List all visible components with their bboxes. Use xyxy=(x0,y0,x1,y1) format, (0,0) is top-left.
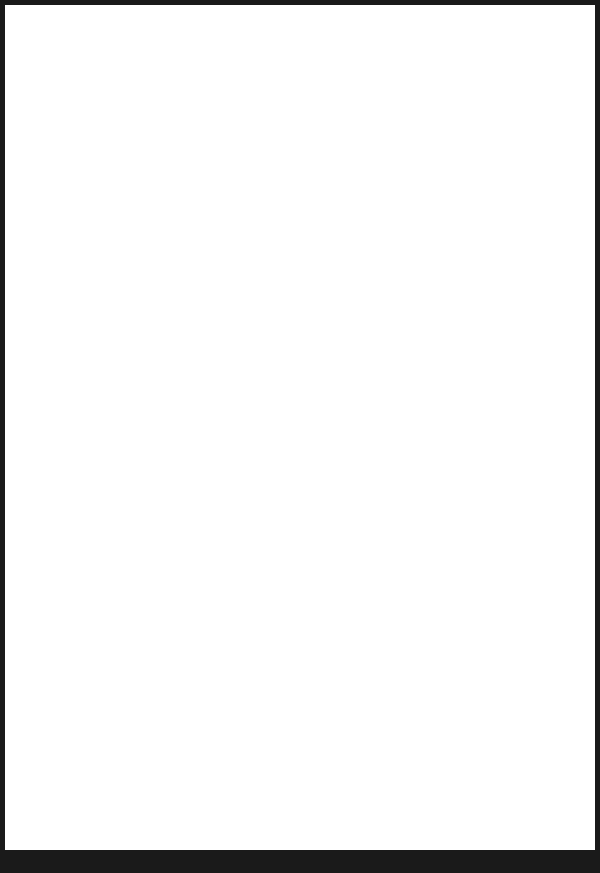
column-header-row xyxy=(5,5,595,14)
header-row xyxy=(5,56,595,82)
spreadsheet xyxy=(5,5,595,850)
title-row xyxy=(5,14,595,56)
